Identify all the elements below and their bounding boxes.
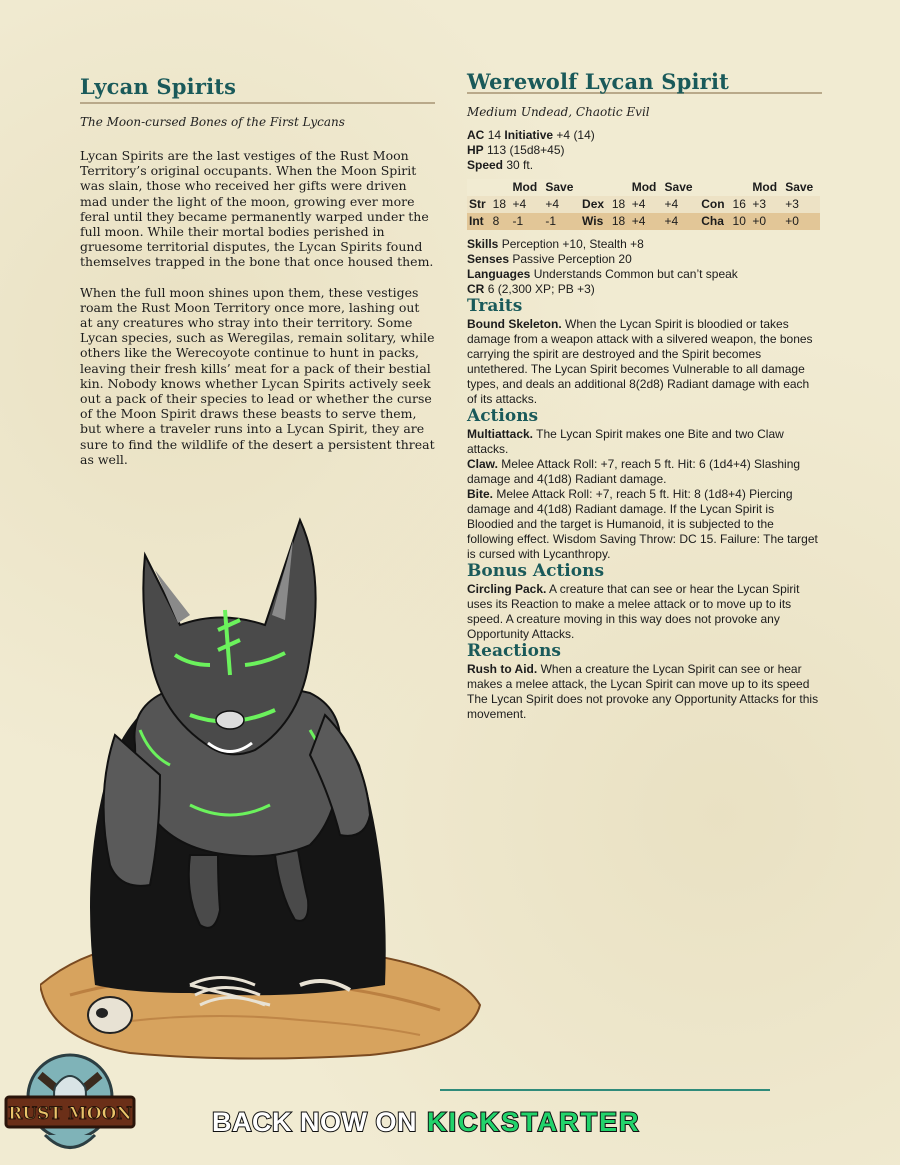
cr-label: CR [467, 282, 485, 296]
rust-moon-logo [0, 1035, 140, 1165]
lore-subtitle: The Moon-cursed Bones of the First Lycans [80, 115, 345, 129]
hp-value: 113 (15d8+45) [487, 143, 565, 157]
creature-name: Werewolf Lycan Spirit [467, 74, 822, 94]
footer-divider [440, 1089, 770, 1091]
ability-name: Cha [699, 213, 730, 230]
mod-header: Mod [511, 179, 544, 196]
entry-text: Melee Attack Roll: +7, reach 5 ft. Hit: 6 (1d4+4) Slashing damage and 4(1d8) Radiant damage. [467, 457, 801, 486]
initiative-value: +4 (14) [556, 128, 595, 142]
kickstarter-wordmark: KICKSTARTER [426, 1106, 641, 1137]
save-header: Save [543, 179, 580, 196]
action-entry [467, 487, 822, 562]
ability-score: 10 [731, 213, 751, 230]
entry-text: The Lycan Spirit makes one Bite and two Claw attacks. [467, 427, 784, 456]
languages-line [467, 267, 822, 282]
ability-name: Dex [580, 196, 610, 213]
ac-label: AC [467, 128, 485, 142]
ability-mod: +4 [511, 196, 544, 213]
mod-header: Mod [630, 179, 663, 196]
speed-label: Speed [467, 158, 504, 172]
ability-save: +3 [783, 196, 820, 213]
save-header: Save [663, 179, 700, 196]
ability-mod: +0 [750, 213, 783, 230]
lore-paragraph: Lycan Spirits are the last vestiges of the Rust Moon Territory’s original occupants. When the Moon Spirit was slain, those who received her gifts were driven mad under the light of the moon, growing ever more feral until they became permanently warped under the full moon. While their mortal bodies perished in gruesome territorial disputes, the Lycan Spirits found themselves trapped in the bone that once housed them. [80, 148, 434, 270]
ability-save: -1 [543, 213, 580, 230]
lore-title: Lycan Spirits [80, 74, 435, 104]
speed-value: 30 ft. [506, 158, 534, 172]
languages-label: Languages [467, 267, 531, 281]
details [467, 237, 822, 297]
kickstarter-banner[interactable] [212, 1102, 732, 1142]
trait-entry [467, 317, 822, 407]
entry-name: Bite. [467, 487, 494, 501]
core-stats [467, 128, 822, 173]
ability-score: 8 [491, 213, 511, 230]
skills-line [467, 237, 822, 252]
ability-mod: -1 [511, 213, 544, 230]
ability-table [467, 179, 820, 230]
action-entry [467, 427, 822, 457]
ability-header-row [467, 179, 820, 196]
ability-save: +4 [543, 196, 580, 213]
entry-text: A creature that can see or hear the Lycan Spirit uses its Reaction to make a melee attack or to move up to its speed. A creature moving in this way does not provoke any Opportunity Attacks. [467, 582, 800, 641]
action-entry [467, 457, 822, 487]
ability-mod: +4 [630, 196, 663, 213]
senses-label: Senses [467, 252, 510, 266]
ability-row [467, 196, 820, 213]
lore-body [80, 148, 435, 467]
entry-text: When a creature the Lycan Spirit can see or hear makes a melee attack, the Lycan Spirit can move up to its speed The Lycan Spirit does not provoke any Opportunity Attacks for this movement. [467, 662, 819, 721]
ability-mod: +3 [750, 196, 783, 213]
ability-score: 18 [610, 196, 630, 213]
save-header: Save [783, 179, 820, 196]
entry-name: Bound Skeleton. [467, 317, 562, 331]
mod-header: Mod [750, 179, 783, 196]
ability-save: +4 [663, 213, 700, 230]
ac-line [467, 128, 822, 143]
entry-name: Rush to Aid. [467, 662, 538, 676]
lore-paragraph: When the full moon shines upon them, these vestiges roam the Rust Moon Territory once more, lashing out at any creatures who stray into their territory. Some Lycan species, such as Weregilas, remain solitary, while others like the Werecoyote continue to hunt in packs, leaving their fresh kills’ meat for a pack of their bestial kin. Nobody knows whether Lycan Spirits actively seek out a pack of their species to lead or whether the curse of the Moon Spirit draws these beasts to serve them, but where a traveler runs into a Lycan Spirit, they are sure to find the wildlife of the desert a persistent threat as well. [80, 284, 435, 467]
skills-label: Skills [467, 237, 499, 251]
creature-meta: Medium Undead, Chaotic Evil [467, 105, 650, 119]
section-heading-bonus-actions: Bonus Actions [467, 561, 605, 581]
hp-label: HP [467, 143, 484, 157]
entry-text: When the Lycan Spirit is bloodied or takes damage from a weapon attack with a silvered weapon, the bones carrying the spirit are destroyed and the Spirit becomes untethered. The Lycan Spirit becomes Vulnerable to all damage types, and deals an additional 8(2d8) Radiant damage with each of its attacks. [467, 317, 813, 406]
ability-score: 18 [491, 196, 511, 213]
ability-row [467, 213, 820, 230]
cr-value: 6 (2,300 XP; PB +3) [487, 282, 595, 296]
reaction-entry [467, 662, 822, 722]
entry-name: Multiattack. [467, 427, 534, 441]
hp-line [467, 143, 822, 158]
languages-value: Understands Common but can’t speak [533, 267, 738, 281]
werewolf-skeleton-illustration [40, 515, 490, 1060]
ability-name: Str [467, 196, 491, 213]
stat-block [467, 69, 822, 722]
ability-score: 18 [610, 213, 630, 230]
lore-column [80, 74, 435, 467]
entry-text: Melee Attack Roll: +7, reach 5 ft. Hit: 8 (1d8+4) Piercing damage and 4(1d8) Radiant damage. If the Lycan Spirit is Bloodied and the target is Humanoid, it is subjected to the following effect. Wisdom Saving Throw: DC 15. Failure: The target is cursed with Lycanthropy. [467, 487, 818, 561]
ac-value: 14 [487, 128, 502, 142]
initiative-label: Initiative [504, 128, 554, 142]
ability-name: Int [467, 213, 491, 230]
senses-value: Passive Perception 20 [512, 252, 632, 266]
logo-text: RUST MOON [8, 1104, 132, 1124]
entry-name: Circling Pack. [467, 582, 547, 596]
entry-name: Claw. [467, 457, 498, 471]
senses-line [467, 252, 822, 267]
banner-text: BACK NOW ON [212, 1106, 417, 1137]
skills-value: Perception +10, Stealth +8 [501, 237, 644, 251]
ability-mod: +4 [630, 213, 663, 230]
ability-name: Con [699, 196, 730, 213]
section-heading-reactions: Reactions [467, 641, 561, 661]
bonus-action-entry [467, 582, 822, 642]
ability-name: Wis [580, 213, 610, 230]
ability-save: +0 [783, 213, 820, 230]
cr-line [467, 282, 822, 297]
speed-line [467, 158, 822, 173]
ability-save: +4 [663, 196, 700, 213]
section-heading-traits: Traits [467, 296, 523, 316]
ability-score: 16 [731, 196, 751, 213]
section-heading-actions: Actions [467, 406, 539, 426]
